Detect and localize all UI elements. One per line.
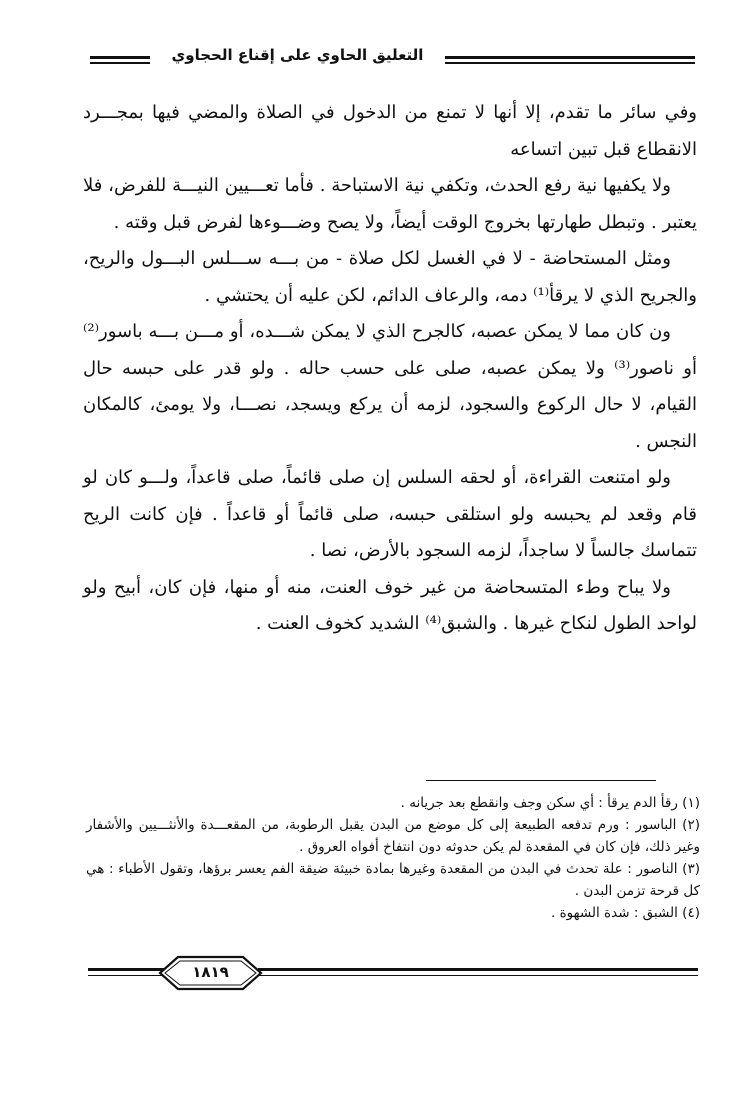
paragraph: ومثل المستحاضة - لا في الغسل لكل صلاة - من بـــه ســـلس البـــول والريح، والجريح الذي لا يرقأ⁽¹⁾ دمه، والرعاف الدائم، لكن عليه أن يحتشي . <box>83 248 697 306</box>
page-number-frame <box>158 955 263 991</box>
paragraph: وفي سائر ما تقدم، إلا أنها لا تمنع من الدخول في الصلاة والمضي فيها بمجـــرد الانقطاع قبل تبين اتساعه <box>83 102 697 160</box>
footnote: (٤) الشبق : شدة الشهوة . <box>551 905 700 921</box>
footnote-separator <box>426 780 656 781</box>
running-header-title: التعليق الحاوي على إقناع الحجاوي <box>171 46 424 64</box>
page-footer <box>88 955 698 995</box>
footer-rule-left <box>88 968 168 978</box>
running-header <box>90 48 695 76</box>
page-number: ١٨١٩ <box>192 963 229 981</box>
paragraph: ولا يباح وطء المتسحاضة من غير خوف العنت، منه أو منها، فإن كان، أبيح ولو لواحد الطول لنكاح غيرها . والشبق⁽⁴⁾ الشديد كخوف العنت . <box>83 576 697 634</box>
footer-rule-right <box>258 968 698 978</box>
footnote: (١) رقأ الدم يرقأ : أي سكن وجف وانقطع بعد جريانه . <box>400 795 700 811</box>
footnotes <box>86 792 700 924</box>
main-text <box>83 95 697 643</box>
paragraph: ولو امتنعت القراءة، أو لحقه السلس إن صلى قائماً، صلى قاعداً، ولـــو كان لو قام وقعد لم يحبسه ولو استلقى حبسه، صلى قائماً أو قاعداً . فإن كانت الريح تتماسك جالساً لا ساجداً، لزمه السجود بالأرض، نصا . <box>83 467 697 561</box>
footnote: (٢) الباسور : ورم تدفعه الطبيعة إلى كل موضع من البدن يقبل الرطوبة، من المقعـــدة والأنثـــيين والأشفار وغير ذلك، فإن كان في المقعدة لم يكن حدوثه دون انتفاخ أفواه العروق . <box>86 817 700 855</box>
paragraph: ولا يكفيها نية رفع الحدث، وتكفي نية الاستباحة . فأما تعـــيين النيـــة للفرض، فلا يعتبر . وتبطل طهارتها بخروج الوقت أيضاً، ولا يصح وضـــوءها لفرض قبل وقته . <box>83 175 697 233</box>
footnote: (٣) الناصور : علة تحدث في البدن من المقعدة وغيرها بمادة خبيثة ضيقة الفم يعسر برؤها، وتقول الأطباء : هي كل قرحة تزمن البدن . <box>86 861 700 899</box>
paragraph: ون كان مما لا يمكن عصبه، كالجرح الذي لا يمكن شـــده، أو مـــن بـــه باسور⁽²⁾ أو ناصور⁽³⁾ ولا يمكن عصبه، صلى على حسب حاله . ولو قدر على حبسه حال القيام، لا حال الركوع والسجود، لزمه أن يركع ويسجد، نصـــا، ولا يومئ، كالمكان النجس . <box>83 321 697 452</box>
